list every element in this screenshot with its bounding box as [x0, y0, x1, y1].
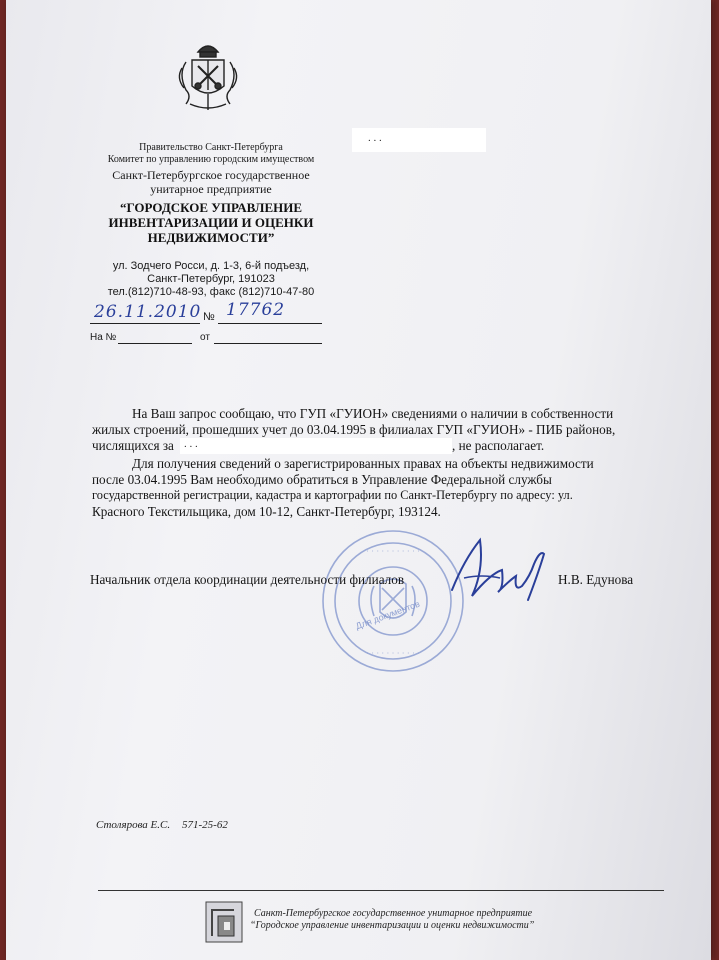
recipient-redacted: . . . [352, 128, 486, 152]
org-title-line1: “ГОРОДСКОЕ УПРАВЛЕНИЕ [119, 200, 303, 215]
date-field-line [90, 322, 200, 324]
address-line3: тел.(812)710-48-93, факс (812)710-47-80 [107, 286, 315, 298]
from-label: от [200, 332, 210, 343]
footer-line1: Санкт-Петербургское государственное унитарное предприятие [254, 908, 533, 919]
number-field-line [218, 322, 322, 324]
paragraph2-line2: после 03.04.1995 Вам необходимо обратиться в Управление Федеральной службы [92, 472, 552, 487]
footer-divider [98, 890, 664, 891]
registration-date: 26.11.2010 [94, 302, 202, 322]
owner-redacted: . . . [180, 438, 452, 454]
signatory-name: Н.В. Едунова [558, 572, 634, 587]
reply-to-field-line [118, 342, 192, 344]
address-line1: ул. Зодчего Росси, д. 1-3, 6-й подъезд, [112, 260, 310, 272]
letter-page [6, 0, 711, 960]
paragraph2-line4: Красного Текстильщика, дом 10-12, Санкт-Петербург, 193124. [92, 504, 441, 519]
handwritten-signature-icon [444, 530, 554, 610]
executor-phone: 571-25-62 [182, 819, 228, 831]
guion-logo-icon [204, 900, 244, 944]
registration-number: 17762 [226, 300, 286, 320]
org-type-line2: унитарное предприятие [150, 182, 272, 196]
org-type-line1: Санкт-Петербургское государственное [112, 168, 310, 182]
paragraph2-line1: Для получения сведений о зарегистрированных правах на объекты недвижимости [132, 456, 594, 471]
reply-to-label: На № [90, 332, 117, 343]
paragraph1-line3-start: числящихся за [92, 438, 174, 453]
svg-text:· · · · · · · · · · ·: · · · · · · · · · · · [366, 547, 420, 556]
footer-line2: “Городское управление инвентаризации и оценки недвижимости” [250, 920, 535, 931]
coat-of-arms-icon [172, 38, 244, 114]
number-sign: № [203, 311, 215, 323]
paragraph1-line2: жилых строений, прошедших учет до 03.04.1995 в филиалах ГУП «ГУИОН» - ПИБ районов, [92, 422, 616, 437]
from-field-line [214, 342, 322, 344]
svg-text:· · · · · · · · · · ·: · · · · · · · · · · · [366, 649, 420, 658]
government-name: Правительство Санкт-Петербурга [139, 142, 283, 153]
address-line2: Санкт-Петербург, 191023 [147, 273, 275, 285]
org-title-line3: НЕДВИЖИМОСТИ” [147, 230, 275, 245]
stamp-text: Для документов [354, 598, 422, 632]
org-title-line2: ИНВЕНТАРИЗАЦИИ И ОЦЕНКИ [108, 215, 314, 230]
committee-name: Комитет по управлению городским имуществом [107, 154, 315, 165]
paragraph1-line3-end: , не располагает. [452, 438, 545, 453]
paragraph2-line3: государственной регистрации, кадастра и картографии по Санкт-Петербургу по адресу: ул. [92, 488, 573, 502]
executor-name: Столярова Е.С. [96, 819, 171, 831]
paragraph1-line1: На Ваш запрос сообщаю, что ГУП «ГУИОН» сведениями о наличии в собственности [132, 406, 614, 421]
signatory-position: Начальник отдела координации деятельности филиалов [90, 572, 405, 587]
